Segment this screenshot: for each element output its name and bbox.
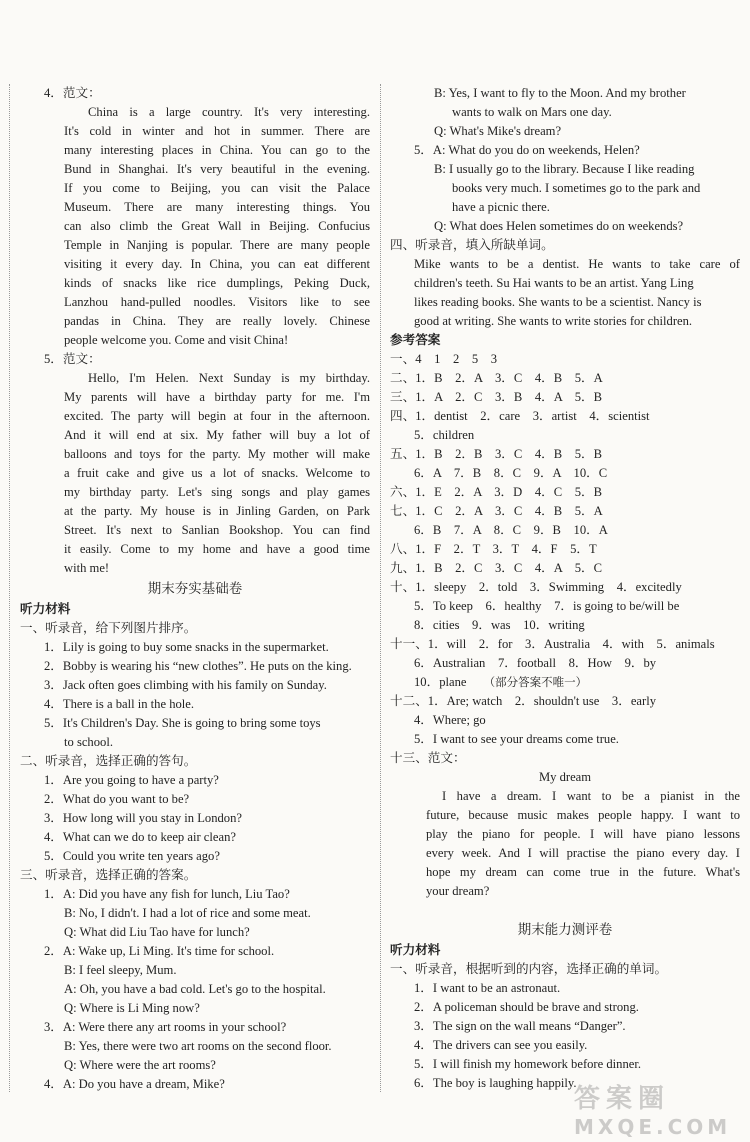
dialog-line: A: Oh, you have a bad cold. Let's go to the hospital. [64, 982, 326, 996]
part1-item: 2．Bobby is wearing his “new clothes”. He puts on the king. [44, 659, 352, 673]
answer-key [390, 350, 740, 768]
part1-item: 5．It's Children's Day. She is going to bring some toys [44, 716, 321, 730]
answer-line: 九、1．B 2．C 3．C 4．A 5．C [390, 561, 603, 575]
part2-item: 2．What do you want to be? [44, 792, 190, 806]
left-column [20, 84, 370, 1094]
part1-item: 1．Lily is going to buy some snacks in the supermarket. [44, 640, 329, 654]
answer-line-with-note [390, 673, 740, 692]
part2-item: 4．What can we do to keep air clean? [44, 830, 236, 844]
essay4-line: Bund in Shanghai. It's very beautiful in the evening. [64, 162, 370, 176]
dialog-line: B: Yes, I want to fly to the Moon. And my brother [434, 86, 686, 100]
essay5-line: excited. The party will begin at four in the afternoon. [64, 409, 370, 423]
dialog-line: B: I usually go to the library. Because I like reading [434, 162, 695, 176]
essay5-line: And it will end at six. My father will buy a lot of [64, 428, 370, 442]
essay-line: future, because music makes people happy. I want to [426, 808, 740, 822]
essay5-line: a fruit cake and give us a lot of snacks. Welcome to [64, 466, 370, 480]
part4-line: Mike wants to be a dentist. He wants to take care of [414, 257, 740, 271]
essay5-line: at the party. My house is in Jinling Garden, on Park [64, 504, 370, 518]
answer-line: 4．Where; go [414, 713, 486, 727]
part1-item-cont: to school. [64, 735, 113, 749]
answer-line: 8．cities 9．was 10．writing [414, 618, 585, 632]
essay4-line: can also climb the Great Wall in Beijing. Confucius [64, 219, 370, 233]
dialog-line: 3．A: Were there any art rooms in your school? [44, 1020, 287, 1034]
answer-line: 5．children [414, 428, 475, 442]
answer-line: 6．A 7．B 8．C 9．A 10．C [414, 466, 608, 480]
left-margin-line [9, 84, 10, 1092]
watermark-line2: MXQE.COM [574, 1115, 732, 1139]
dialog-line: B: Yes, there were two art rooms on the second floor. [64, 1039, 332, 1053]
essay4-line: Museum. There are many interesting things. You [64, 200, 370, 214]
answer-line: 5．To keep 6．healthy 7．is going to be/will be [414, 599, 680, 613]
essay5-line: my birthday party. Let's sing songs and play games [64, 485, 370, 499]
dialog-line: Q: What does Helen sometimes do on weekends? [434, 219, 684, 233]
part1-item: 4．There is a ball in the hole. [44, 697, 195, 711]
dialog-line: Q: What did Liu Tao have for lunch? [64, 925, 250, 939]
part2-item: 1．Are you going to have a party? [44, 773, 219, 787]
answer-line: 十三、范文： [390, 751, 466, 765]
part2-heading: 二、听录音，选择正确的答句。 [20, 754, 197, 768]
answer-line: 6．B 7．A 8．C 9．B 10．A [414, 523, 608, 537]
essay4-line: It's cold in winter and hot in summer. There are [64, 124, 370, 138]
essay4-line: China is a large country. It's very interesting. [88, 105, 370, 119]
dialog-line: 2．A: Wake up, Li Ming. It's time for school. [44, 944, 275, 958]
answer-line: 6．Australian 7．football 8．How 9．by [414, 656, 657, 670]
part1b-item: 1．I want to be an astronaut. [414, 981, 561, 995]
answer-text: 10．plane [414, 675, 467, 689]
dialog-line: Q: Where is Li Ming now? [64, 1001, 200, 1015]
dialog-line: have a picnic there. [452, 200, 550, 214]
dialog-line: Q: Where were the art rooms? [64, 1058, 216, 1072]
dialog-line: books very much. I sometimes go to the park and [452, 181, 701, 195]
answer-line: 八、1．F 2．T 3．T 4．F 5．T [390, 542, 597, 556]
watermark-line1: 答案圈 [574, 1084, 671, 1114]
answer-line: 十、1．sleepy 2．told 3．Swimming 4．excitedly [390, 580, 682, 594]
part1b-heading: 一、听录音，根据听到的内容，选择正确的单词。 [390, 962, 668, 976]
answer-line: 七、1．C 2．A 3．C 4．B 5．A [390, 504, 603, 518]
essay5-line: with me! [64, 561, 110, 575]
essay-line: hope my dream can come true in the future. What's [426, 865, 740, 879]
answer-note: （部分答案不唯一） [483, 677, 588, 689]
essay-body [390, 787, 740, 901]
dialog-line: Q: What's Mike's dream? [434, 124, 562, 138]
dialog-line: B: I feel sleepy, Mum. [64, 963, 177, 977]
listening-heading: 听力材料 [20, 602, 71, 616]
answer-line: 一、4 1 2 5 3 [390, 352, 498, 366]
essay4-label: 4．范文： [44, 86, 101, 100]
part4-line: children's teeth. Su Hai wants to be an artist. Yang Ling [414, 276, 694, 290]
essay-title: My dream [538, 770, 592, 784]
part1b-item: 3．The sign on the wall means “Danger”. [414, 1019, 626, 1033]
essay5-line: it easily. Come to my home and have a good time [64, 542, 370, 556]
essay-line: play the piano for people. I will have piano lessons [426, 827, 740, 841]
essay5-label: 5．范文： [44, 352, 101, 366]
column-divider [380, 84, 381, 1092]
essay5-line: Hello, I'm Helen. Next Sunday is my birthday. [88, 371, 370, 385]
answer-line: 十二、1．Are; watch 2．shouldn't use 3．early [390, 694, 656, 708]
essay5-line: Street. It's next to Sanlian Bookshop. You can find [64, 523, 370, 537]
essay-line: every week. And I will practise the piano every day. I [426, 846, 740, 860]
right-column [390, 84, 740, 1093]
answer-line: 二、1．B 2．A 3．C 4．B 5．A [390, 371, 603, 385]
essay4-line: people welcome you. Come and visit China! [64, 333, 289, 347]
essay4-line: many interesting places in China. You can go to the [64, 143, 370, 157]
part4-line: good at writing. She wants to write stories for children. [414, 314, 693, 328]
part2-item: 5．Could you write ten years ago? [44, 849, 220, 863]
essay-line: I have a dream. I want to be a pianist in the [442, 789, 740, 803]
essay4-line: Temple in Nanjing is popular. There are many people [64, 238, 370, 252]
answer-line: 十一、1．will 2．for 3．Australia 4．with 5．animals [390, 637, 715, 651]
dialog-line: 5．A: What do you do on weekends, Helen? [414, 143, 640, 157]
answer-line: 5．I want to see your dreams come true. [414, 732, 619, 746]
part1b-item: 4．The drivers can see you easily. [414, 1038, 588, 1052]
essay4-line: pandas in China. They are really lovely. Chinese [64, 314, 370, 328]
dialog-line: 1．A: Did you have any fish for lunch, Liu Tao? [44, 887, 290, 901]
answer-line: 四、1．dentist 2．care 3．artist 4．scientist [390, 409, 650, 423]
part3-heading: 三、听录音，选择正确的答案。 [20, 868, 197, 882]
answer-line: 六、1．E 2．A 3．D 4．C 5．B [390, 485, 603, 499]
answer-line: 三、1．A 2．C 3．B 4．A 5．B [390, 390, 603, 404]
part1b-item: 5．I will finish my homework before dinner. [414, 1057, 641, 1071]
essay4-line: visiting it every day. In China, you can eat different [64, 257, 370, 271]
part4-heading: 四、听录音，填入所缺单词。 [390, 238, 554, 252]
part1b-item: 2．A policeman should be brave and strong. [414, 1000, 639, 1014]
essay4-line: kinds of snacks like rice dumplings, Peking Duck, [64, 276, 370, 290]
essay5-line: balloons and toys for the party. My mother will make [64, 447, 370, 461]
part2-item: 3．How long will you stay in London? [44, 811, 242, 825]
essay4-line: Lanzhou hand-pulled noodles. Visitors like to see [64, 295, 370, 309]
essay5-line: My parents will have a birthday party for me. I'm [64, 390, 370, 404]
part1b-item: 6．The boy is laughing happily. [414, 1076, 577, 1090]
section-title-ability: 期末能力测评卷 [517, 922, 613, 937]
essay4-line: If you come to Beijing, you can visit the Palace [64, 181, 370, 195]
essay5-body [20, 369, 370, 578]
part1-heading: 一、听录音，给下列图片排序。 [20, 621, 197, 635]
dialog-line: wants to walk on Mars one day. [452, 105, 612, 119]
answer-line: 五、1．B 2．B 3．C 4．B 5．B [390, 447, 603, 461]
dialog-line: B: No, I didn't. I had a lot of rice and some meat. [64, 906, 311, 920]
answers-heading: 参考答案 [390, 333, 441, 347]
essay-line: your dream? [426, 884, 490, 898]
part4-line: likes reading books. She wants to be a scientist. Nancy is [414, 295, 702, 309]
listening-heading: 听力材料 [390, 943, 441, 957]
watermark-logo [574, 1078, 744, 1139]
section-title-basics: 期末夯实基础卷 [147, 581, 243, 596]
dialog-line: 4．A: Do you have a dream, Mike? [44, 1077, 225, 1091]
essay4-body [20, 103, 370, 350]
part1-item: 3．Jack often goes climbing with his family on Sunday. [44, 678, 327, 692]
